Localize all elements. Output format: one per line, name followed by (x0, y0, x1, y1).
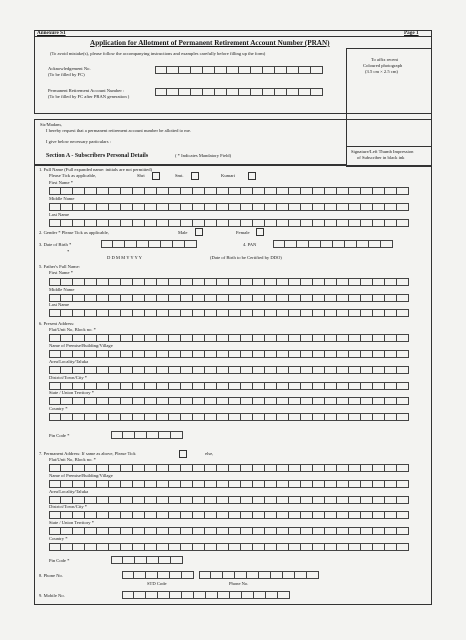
q7-flat-label: Flat/Unit No, Block no. * (49, 457, 96, 462)
q3-mandatory-star: * (67, 249, 70, 254)
q7-state-cells[interactable] (49, 527, 409, 535)
q5-first-name-label: First Name * (49, 270, 73, 275)
q5-label: 5. Father's Full Name: (39, 264, 80, 269)
signature-label-2: of Subscriber in black ink (357, 155, 405, 160)
q3-date-format: D D M M Y Y Y Y (107, 255, 142, 260)
q5-middle-name-label: Middle Name (49, 287, 75, 292)
q7-pin-label: Pin Code * (49, 558, 70, 563)
q1-label: 1. Full Name (Full expanded name: initials are not permitted) (39, 167, 153, 172)
q6-district-label: District/Town/City * (49, 375, 88, 380)
q6-premises-label: Name of Premise/Building/Village (49, 343, 113, 348)
q2-label: 2. Gender * Please Tick as applicable, (39, 230, 109, 235)
q2-male-checkbox[interactable] (195, 228, 203, 236)
q7-same-as-above-checkbox[interactable] (179, 450, 187, 458)
q7-area-cells[interactable] (49, 496, 409, 504)
q7-flat-cells[interactable] (49, 464, 409, 472)
q4-pan-label: 4. PAN (243, 242, 257, 247)
photo-instruction-2: Coloured photograph (363, 63, 403, 68)
q7-country-cells[interactable] (49, 543, 409, 551)
q7-else-label: else, (205, 451, 214, 456)
q8-std-label: STD Code (147, 581, 167, 586)
q9-mobile-cells[interactable] (122, 591, 290, 599)
header-divider (34, 36, 432, 37)
q3-ddo-note: (Date of Birth to be Certified by DDO) (210, 255, 282, 260)
form-instruction: (To avoid mistake(s), please follow the accompanying instructions and examples carefully before filling up the form) (50, 51, 266, 56)
q8-std-code-cells[interactable] (122, 571, 194, 579)
ack-note: (To be filled by FC) (48, 72, 85, 77)
signature-label-1: Signature/Left Thumb Impression (351, 149, 414, 154)
photo-instruction-3: (3.5 cm × 2.5 cm) (365, 69, 398, 74)
q1-kumari-checkbox[interactable] (248, 172, 256, 180)
q5-first-name-cells[interactable] (49, 278, 409, 286)
q3-label: 3. Date of Birth * (39, 242, 72, 247)
q2-male-label: Male (178, 230, 188, 235)
ack-number-cells[interactable] (155, 66, 323, 74)
q7-premises-cells[interactable] (49, 480, 409, 488)
q2-female-checkbox[interactable] (256, 228, 264, 236)
request-text: I hereby request that a permanent retirement account number be allotted to me. (46, 128, 192, 133)
q1-smt-checkbox[interactable] (191, 172, 199, 180)
q6-pin-cells[interactable] (111, 431, 183, 439)
q6-pin-label: Pin Code * (49, 433, 70, 438)
q8-phone-number-cells[interactable] (199, 571, 319, 579)
q1-middle-name-label: Middle Name (49, 196, 75, 201)
q6-district-cells[interactable] (49, 382, 409, 390)
q6-state-cells[interactable] (49, 397, 409, 405)
q1-middle-name-cells[interactable] (49, 203, 409, 211)
q6-area-cells[interactable] (49, 366, 409, 374)
q1-tick-hint: Please Tick as applicable, (49, 173, 97, 178)
q6-country-label: Country * (49, 406, 68, 411)
q7-pin-cells[interactable] (111, 556, 183, 564)
q7-label: 7. Permanent Address: If same as above, Please Tick (39, 451, 136, 456)
q7-state-label: State / Union Territory * (49, 520, 95, 525)
q6-country-cells[interactable] (49, 413, 409, 421)
q6-area-label: Area/Locality/Taluka (49, 359, 89, 364)
q1-shri-checkbox[interactable] (152, 172, 160, 180)
q5-last-name-cells[interactable] (49, 309, 409, 317)
particulars-text: I give below necessary particulars : (46, 139, 111, 144)
q1-last-name-cells[interactable] (49, 219, 409, 227)
photo-instruction-1: To affix recent (371, 57, 398, 62)
section-a-title: Section A - Subscribers Personal Details (46, 153, 149, 159)
q5-last-name-label: Last Name (49, 302, 70, 307)
q7-district-cells[interactable] (49, 511, 409, 519)
q1-first-name-cells[interactable] (49, 187, 409, 195)
q6-flat-label: Flat/Unit No, Block no. * (49, 327, 96, 332)
q7-premises-label: Name of Premise/Building/Village (49, 473, 113, 478)
q2-female-label: Female (236, 230, 250, 235)
pran-number-cells[interactable] (155, 88, 323, 96)
ack-label: Acknowledgement No. (48, 66, 91, 71)
salutation: Sir/Madam, (40, 122, 62, 127)
q6-state-label: State / Union Territory * (49, 390, 95, 395)
q6-flat-cells[interactable] (49, 334, 409, 342)
q1-last-name-label: Last Name (49, 212, 70, 217)
page-number: Page 1 (404, 30, 419, 36)
q7-country-label: Country * (49, 536, 68, 541)
q1-shri-label: Shri (137, 173, 145, 178)
q1-first-name-label: First Name * (49, 180, 73, 185)
q3-dob-cells[interactable] (101, 240, 197, 248)
q7-district-label: District/Town/City * (49, 504, 88, 509)
pran-label: Permanent Retirement Account Number : (48, 88, 125, 93)
q1-smt-label: Smt. (175, 173, 184, 178)
q7-area-label: Area/Locality/Taluka (49, 489, 89, 494)
form-title: Application for Allotment of Permanent Retirement Account Number (PRAN) (90, 39, 330, 47)
mandatory-note: ( * Indicates Mandatory Field) (175, 153, 232, 158)
q1-kumari-label: Kumari (221, 173, 236, 178)
q4-pan-cells[interactable] (273, 240, 393, 248)
q5-middle-name-cells[interactable] (49, 294, 409, 302)
q6-premises-cells[interactable] (49, 350, 409, 358)
q6-label: 6. Present Address: (39, 321, 75, 326)
pran-note: (To be filled by FC after PRAN generation ) (48, 94, 130, 99)
q8-phone-label: Phone No. (229, 581, 249, 586)
q9-label: 9. Mobile No. (39, 593, 65, 598)
q8-label: 8. Phone No. (39, 573, 63, 578)
annexure-label: Annexure S1 (37, 30, 66, 36)
